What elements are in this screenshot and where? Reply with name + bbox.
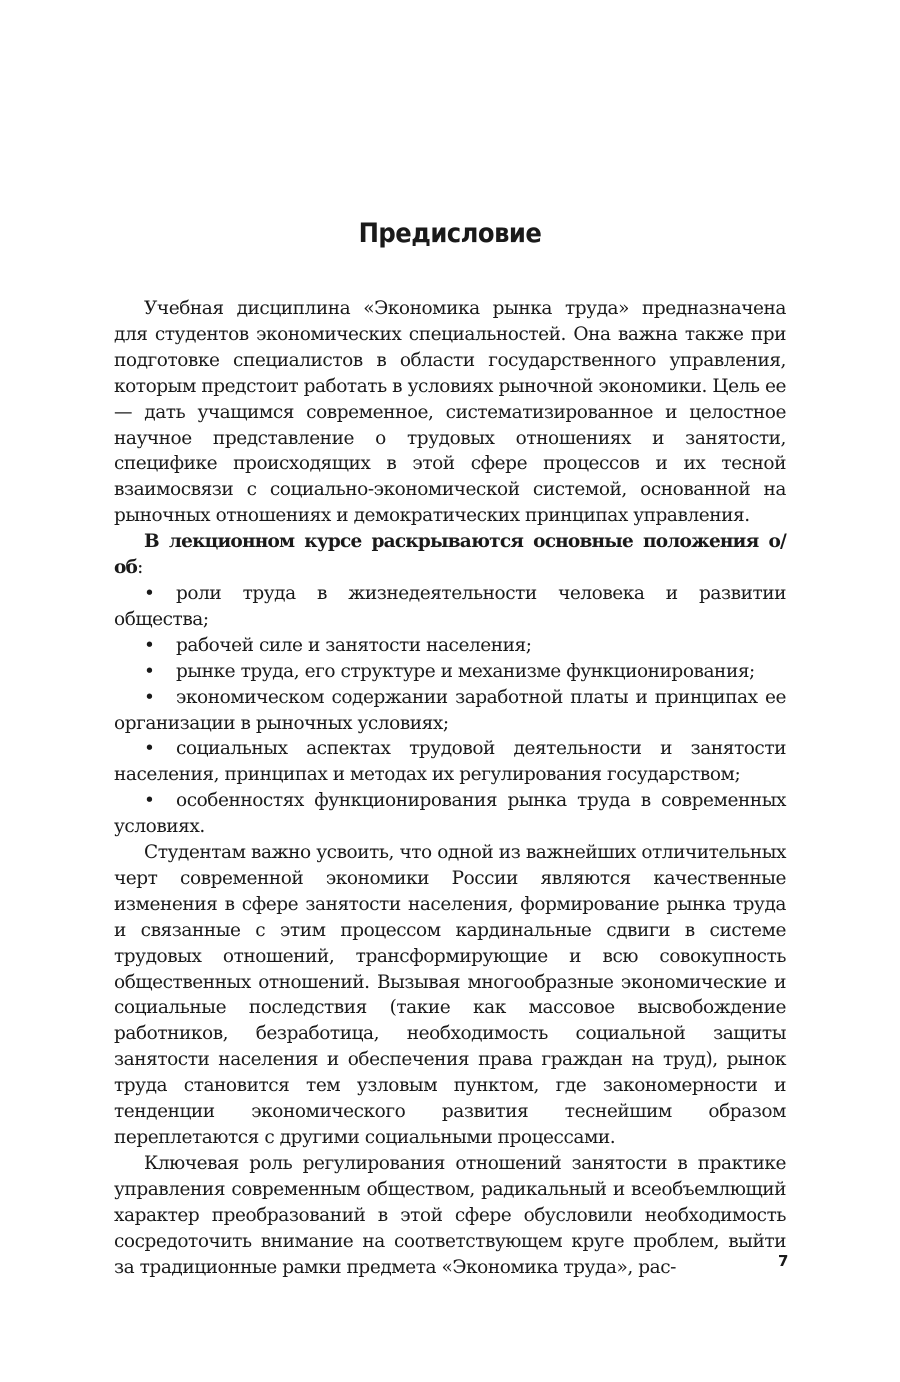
list-item-text: социальных аспектах трудовой деятельности и занятости населения, принципах и методах их регулирования государством;	[114, 738, 786, 786]
list-item	[114, 685, 786, 737]
list-item	[114, 633, 786, 659]
paragraph-intro: Учебная дисциплина «Экономика рынка труда» предназначена для студентов экономических специальностей. Она важна также при подготовке специалистов в области государственного управления, которым предстоит работать в условиях рыночной экономики. Цель ее — дать учащимся современное, систематизированное и целостное научное представление о трудовых отношениях и занятости, специфике происходящих в этой сфере процессов и их тесной взаимосвязи с социально-экономической системой, основанной на рыночных отношениях и демократических принципах управления.	[114, 298, 786, 527]
paragraph-key-role: Ключевая роль регулирования отношений занятости в практике управления современным обществом, радикальный и всеобъемлющий характер преобразований в этой сфере обусловили необходимость сосредоточить внимание на соответствующем круге проблем, выйти за традиционные рамки предмета «Экономика труда», рас-	[114, 1152, 786, 1278]
list-item	[114, 736, 786, 788]
page-title: Предисловие	[358, 218, 542, 249]
bullet-icon: •	[144, 660, 155, 682]
list-item	[114, 788, 786, 840]
preface-body	[114, 296, 789, 1280]
list-item	[114, 581, 786, 633]
bullet-icon: •	[144, 582, 155, 604]
page-number: 7	[778, 1252, 789, 1270]
bullet-icon: •	[144, 790, 155, 812]
paragraph-lecture-intro	[114, 529, 786, 581]
list-item-text: роли труда в жизнедеятельности человека и развитии общества;	[114, 582, 786, 630]
paragraph-students: Студентам важно усвоить, что одной из важнейших отличительных черт современной экономики России являются качественные изменения в сфере занятости населения, формирование рынка труда и связанные с этим процессом кардинальные сдвиги в системе трудовых отношений, трансформирующие и всю совокупность общественных отношений. Вызывая многообразные экономические и социальные последствия (такие как массовое высвобождение работников, безработица, необходимость социальной защиты занятости населения и обеспечения права граждан на труд), рынок труда становится тем узловым пунктом, где закономерности и тенденции экономического развития теснейшим образом переплетаются с другими социальными процессами.	[114, 842, 786, 1148]
list-item-text: особенностях функционирования рынка труда в современных условиях.	[114, 790, 786, 838]
list-item-text: экономическом содержании заработной платы и принципах ее организации в рыночных условиях;	[114, 686, 786, 734]
list-item-text: рабочей силе и занятости населения;	[176, 634, 532, 656]
list-item-text: рынке труда, его структуре и механизме функционирования;	[176, 660, 755, 682]
bullet-icon: •	[144, 634, 155, 656]
list-item	[114, 659, 786, 685]
bullet-icon: •	[144, 738, 155, 760]
bullet-icon: •	[144, 686, 155, 708]
lecture-intro-colon: :	[137, 557, 143, 579]
lecture-intro-text: В лекционном курсе раскрываются основные положения о/об	[114, 531, 786, 579]
